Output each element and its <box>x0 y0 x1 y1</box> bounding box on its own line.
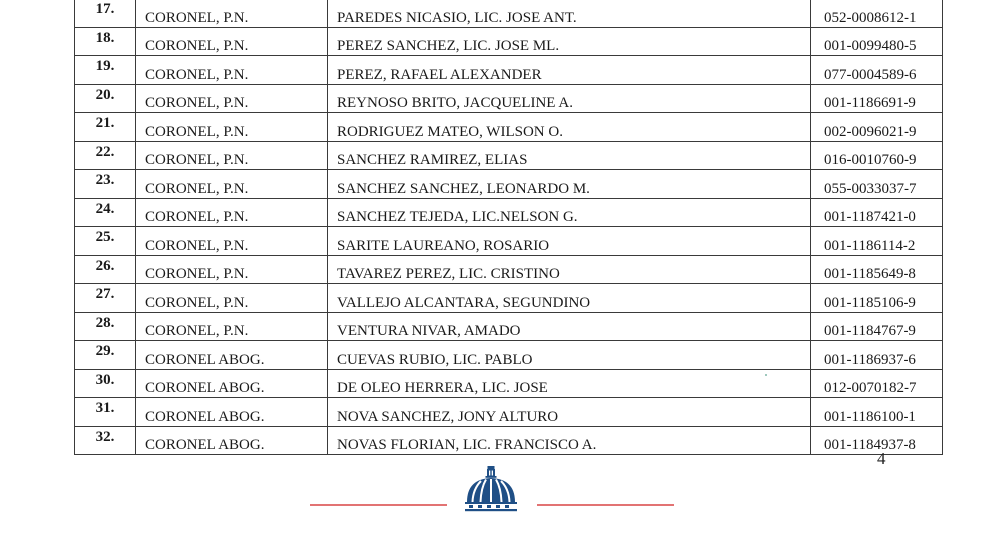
rank-cell: CORONEL, P.N. <box>136 227 328 256</box>
rank-cell: CORONEL, P.N. <box>136 84 328 113</box>
table-row <box>75 227 943 256</box>
cedula-cell: 001-1184767-9 <box>811 312 943 341</box>
row-number: 24. <box>75 198 136 227</box>
cedula-cell: 001-1187421-0 <box>811 198 943 227</box>
footer-rule-left <box>310 504 447 506</box>
row-number: 28. <box>75 312 136 341</box>
table-row <box>75 0 943 27</box>
table-row <box>75 84 943 113</box>
cedula-cell: 001-0099480-5 <box>811 27 943 56</box>
scan-speck <box>765 374 767 376</box>
roster-table-body <box>75 0 943 455</box>
row-number: 17. <box>75 0 136 27</box>
cedula-cell: 002-0096021-9 <box>811 113 943 142</box>
cedula-cell: 001-1185649-8 <box>811 255 943 284</box>
row-number: 18. <box>75 27 136 56</box>
name-cell: CUEVAS RUBIO, LIC. PABLO <box>328 341 811 370</box>
table-row <box>75 170 943 199</box>
rank-cell: CORONEL, P.N. <box>136 0 328 27</box>
rank-cell: CORONEL ABOG. <box>136 398 328 427</box>
row-number: 23. <box>75 170 136 199</box>
row-number: 22. <box>75 141 136 170</box>
cedula-cell: 001-1185106-9 <box>811 284 943 313</box>
table-row <box>75 27 943 56</box>
table-row <box>75 426 943 455</box>
rank-cell: CORONEL, P.N. <box>136 113 328 142</box>
name-cell: SANCHEZ SANCHEZ, LEONARDO M. <box>328 170 811 199</box>
name-cell: TAVAREZ PEREZ, LIC. CRISTINO <box>328 255 811 284</box>
rank-cell: CORONEL, P.N. <box>136 312 328 341</box>
table-row <box>75 312 943 341</box>
cedula-cell: 001-1186937-6 <box>811 341 943 370</box>
rank-cell: CORONEL, P.N. <box>136 284 328 313</box>
name-cell: REYNOSO BRITO, JACQUELINE A. <box>328 84 811 113</box>
page-number: 4 <box>877 449 886 468</box>
row-number: 25. <box>75 227 136 256</box>
row-number: 30. <box>75 369 136 398</box>
cedula-cell: 001-1186114-2 <box>811 227 943 256</box>
rank-cell: CORONEL ABOG. <box>136 426 328 455</box>
table-row <box>75 56 943 85</box>
cedula-cell: 001-1186691-9 <box>811 84 943 113</box>
name-cell: PEREZ, RAFAEL ALEXANDER <box>328 56 811 85</box>
cedula-cell: 012-0070182-7 <box>811 369 943 398</box>
rank-cell: CORONEL, P.N. <box>136 170 328 199</box>
row-number: 26. <box>75 255 136 284</box>
name-cell: PEREZ SANCHEZ, LIC. JOSE ML. <box>328 27 811 56</box>
cedula-cell: 001-1186100-1 <box>811 398 943 427</box>
rank-cell: CORONEL, P.N. <box>136 141 328 170</box>
name-cell: VALLEJO ALCANTARA, SEGUNDINO <box>328 284 811 313</box>
cedula-cell: 052-0008612-1 <box>811 0 943 27</box>
national-palace-dome-icon <box>465 466 517 514</box>
row-number: 19. <box>75 56 136 85</box>
name-cell: DE OLEO HERRERA, LIC. JOSE <box>328 369 811 398</box>
name-cell: SARITE LAUREANO, ROSARIO <box>328 227 811 256</box>
table-row <box>75 141 943 170</box>
name-cell: NOVA SANCHEZ, JONY ALTURO <box>328 398 811 427</box>
footer-rule-right <box>537 504 674 506</box>
cedula-cell: 055-0033037-7 <box>811 170 943 199</box>
table-row <box>75 255 943 284</box>
rank-cell: CORONEL ABOG. <box>136 341 328 370</box>
name-cell: VENTURA NIVAR, AMADO <box>328 312 811 341</box>
row-number: 29. <box>75 341 136 370</box>
row-number: 32. <box>75 426 136 455</box>
table-row <box>75 284 943 313</box>
table-row <box>75 398 943 427</box>
row-number: 31. <box>75 398 136 427</box>
table-row <box>75 198 943 227</box>
rank-cell: CORONEL, P.N. <box>136 56 328 85</box>
table-row <box>75 113 943 142</box>
name-cell: RODRIGUEZ MATEO, WILSON O. <box>328 113 811 142</box>
cedula-cell: 001-1184937-8 <box>811 426 943 455</box>
row-number: 20. <box>75 84 136 113</box>
name-cell: NOVAS FLORIAN, LIC. FRANCISCO A. <box>328 426 811 455</box>
rank-cell: CORONEL, P.N. <box>136 198 328 227</box>
table-row <box>75 341 943 370</box>
cedula-cell: 077-0004589-6 <box>811 56 943 85</box>
cedula-cell: 016-0010760-9 <box>811 141 943 170</box>
name-cell: SANCHEZ RAMIREZ, ELIAS <box>328 141 811 170</box>
rank-cell: CORONEL, P.N. <box>136 255 328 284</box>
officer-roster-table <box>74 0 943 455</box>
rank-cell: CORONEL ABOG. <box>136 369 328 398</box>
row-number: 21. <box>75 113 136 142</box>
name-cell: SANCHEZ TEJEDA, LIC.NELSON G. <box>328 198 811 227</box>
row-number: 27. <box>75 284 136 313</box>
rank-cell: CORONEL, P.N. <box>136 27 328 56</box>
name-cell: PAREDES NICASIO, LIC. JOSE ANT. <box>328 0 811 27</box>
table-row <box>75 369 943 398</box>
